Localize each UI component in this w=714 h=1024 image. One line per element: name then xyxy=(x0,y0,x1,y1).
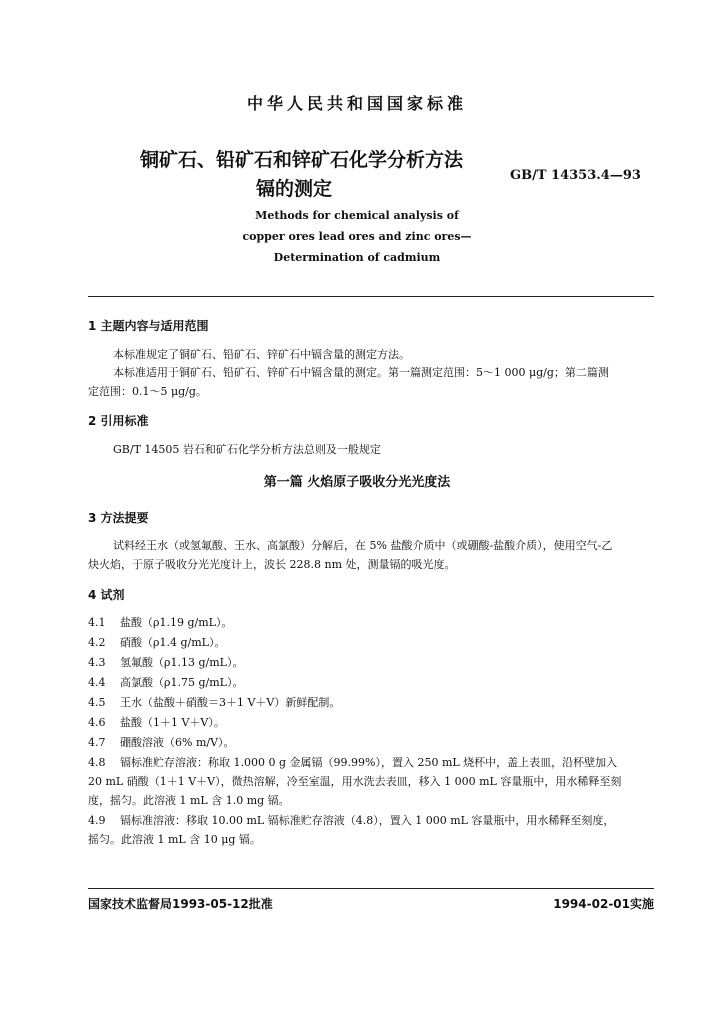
reagent-number: 4.3 xyxy=(88,656,106,669)
reagent-text: 盐酸（ρ1.19 g/mL）。 xyxy=(120,616,233,629)
title-en-line1: Methods for chemical analysis of xyxy=(255,209,459,222)
reagent-text: 硼酸溶液（6% m/V）。 xyxy=(120,736,235,749)
reagent-number: 4.7 xyxy=(88,736,106,749)
reagent-item xyxy=(88,734,235,750)
section-4-title: 4 试剂 xyxy=(88,588,125,602)
reagent-number: 4.9 xyxy=(88,814,106,827)
reagent-number: 4.2 xyxy=(88,636,106,649)
part-1-title: 第一篇 火焰原子吸收分光光度法 xyxy=(263,475,451,490)
standard-header: 中华人民共和国国家标准 xyxy=(246,94,467,113)
section-2-title: 2 引用标准 xyxy=(88,414,149,428)
reagent-text: 镉标准贮存溶液：称取 1.000 0 g 金属镉（99.99%），置入 250 mL 烧杯中，盖上表皿，沿杯壁加入 xyxy=(120,756,618,769)
reagent-number: 4.1 xyxy=(88,616,106,629)
reagent-text: 镉标准溶液：移取 10.00 mL 镉标准贮存溶液（4.8），置入 1 000 mL 容量瓶中，用水稀释至刻度， xyxy=(120,814,615,827)
section-3-title: 3 方法提要 xyxy=(88,511,149,525)
reagent-text: 硝酸（ρ1.4 g/mL）。 xyxy=(120,636,226,649)
top-divider xyxy=(88,296,654,297)
reagent-number: 4.4 xyxy=(88,676,106,689)
bottom-divider xyxy=(88,888,654,889)
reagent-4-8-line3: 度，摇匀。此溶液 1 mL 含 1.0 mg 镉。 xyxy=(88,794,290,807)
reagent-4-9-line1 xyxy=(88,812,614,828)
title-en-line2: copper ores lead ores and zinc ores— xyxy=(242,230,472,243)
section-3-paragraph-a: 试料经王水（或氢氟酸、王水、高氯酸）分解后，在 5% 盐酸介质中（或硼酸-盐酸介质），使用空气-乙 xyxy=(113,539,613,552)
section-3-paragraph-b: 炔火焰，于原子吸收分光光度计上，波长 228.8 nm 处，测量镉的吸光度。 xyxy=(88,558,456,571)
reagent-item xyxy=(88,614,232,630)
reagent-text: 王水（盐酸＋硝酸＝3＋1 V＋V）新鲜配制。 xyxy=(120,696,341,709)
reagent-text: 盐酸（1＋1 V＋V）。 xyxy=(120,716,225,729)
reagent-item xyxy=(88,654,243,670)
title-cn-line1: 铜矿石、铅矿石和锌矿石化学分析方法 xyxy=(140,149,464,171)
reagent-text: 高氯酸（ρ1.75 g/mL）。 xyxy=(120,676,244,689)
reagent-number: 4.6 xyxy=(88,716,106,729)
reagent-item xyxy=(88,714,225,730)
reagent-text: 氢氟酸（ρ1.13 g/mL）。 xyxy=(120,656,244,669)
reagent-item xyxy=(88,634,225,650)
approval-date: 国家技术监督局1993-05-12批准 xyxy=(88,897,273,911)
title-en-line3: Determination of cadmium xyxy=(273,251,441,264)
implementation-date: 1994-02-01实施 xyxy=(553,897,654,911)
reagent-4-8-line2: 20 mL 硝酸（1＋1 V＋V），微热溶解，冷至室温，用水洗去表皿，移入 1 000 mL 容量瓶中，用水稀释至刻 xyxy=(88,775,622,788)
reagent-item xyxy=(88,674,243,690)
standard-number: GB/T 14353.4—93 xyxy=(510,168,641,183)
section-2-reference: GB/T 14505 岩石和矿石化学分析方法总则及一般规定 xyxy=(113,443,381,456)
section-1-paragraph-2a: 本标准适用于铜矿石、铅矿石、锌矿石中镉含量的测定。第一篇测定范围：5～1 000 μg/g；第二篇测 xyxy=(113,366,609,379)
reagent-number: 4.5 xyxy=(88,696,106,709)
title-cn-line2: 镉的测定 xyxy=(256,178,333,200)
reagent-4-8-line1 xyxy=(88,754,617,770)
section-1-paragraph-1: 本标准规定了铜矿石、铅矿石、锌矿石中镉含量的测定方法。 xyxy=(113,348,410,361)
reagent-4-9-line2: 摇匀。此溶液 1 mL 含 10 μg 镉。 xyxy=(88,833,261,846)
section-1-paragraph-2b: 定范围：0.1～5 μg/g。 xyxy=(88,385,207,398)
section-1-title: 1 主题内容与适用范围 xyxy=(88,319,209,333)
reagent-number: 4.8 xyxy=(88,756,106,769)
reagent-item xyxy=(88,694,340,710)
